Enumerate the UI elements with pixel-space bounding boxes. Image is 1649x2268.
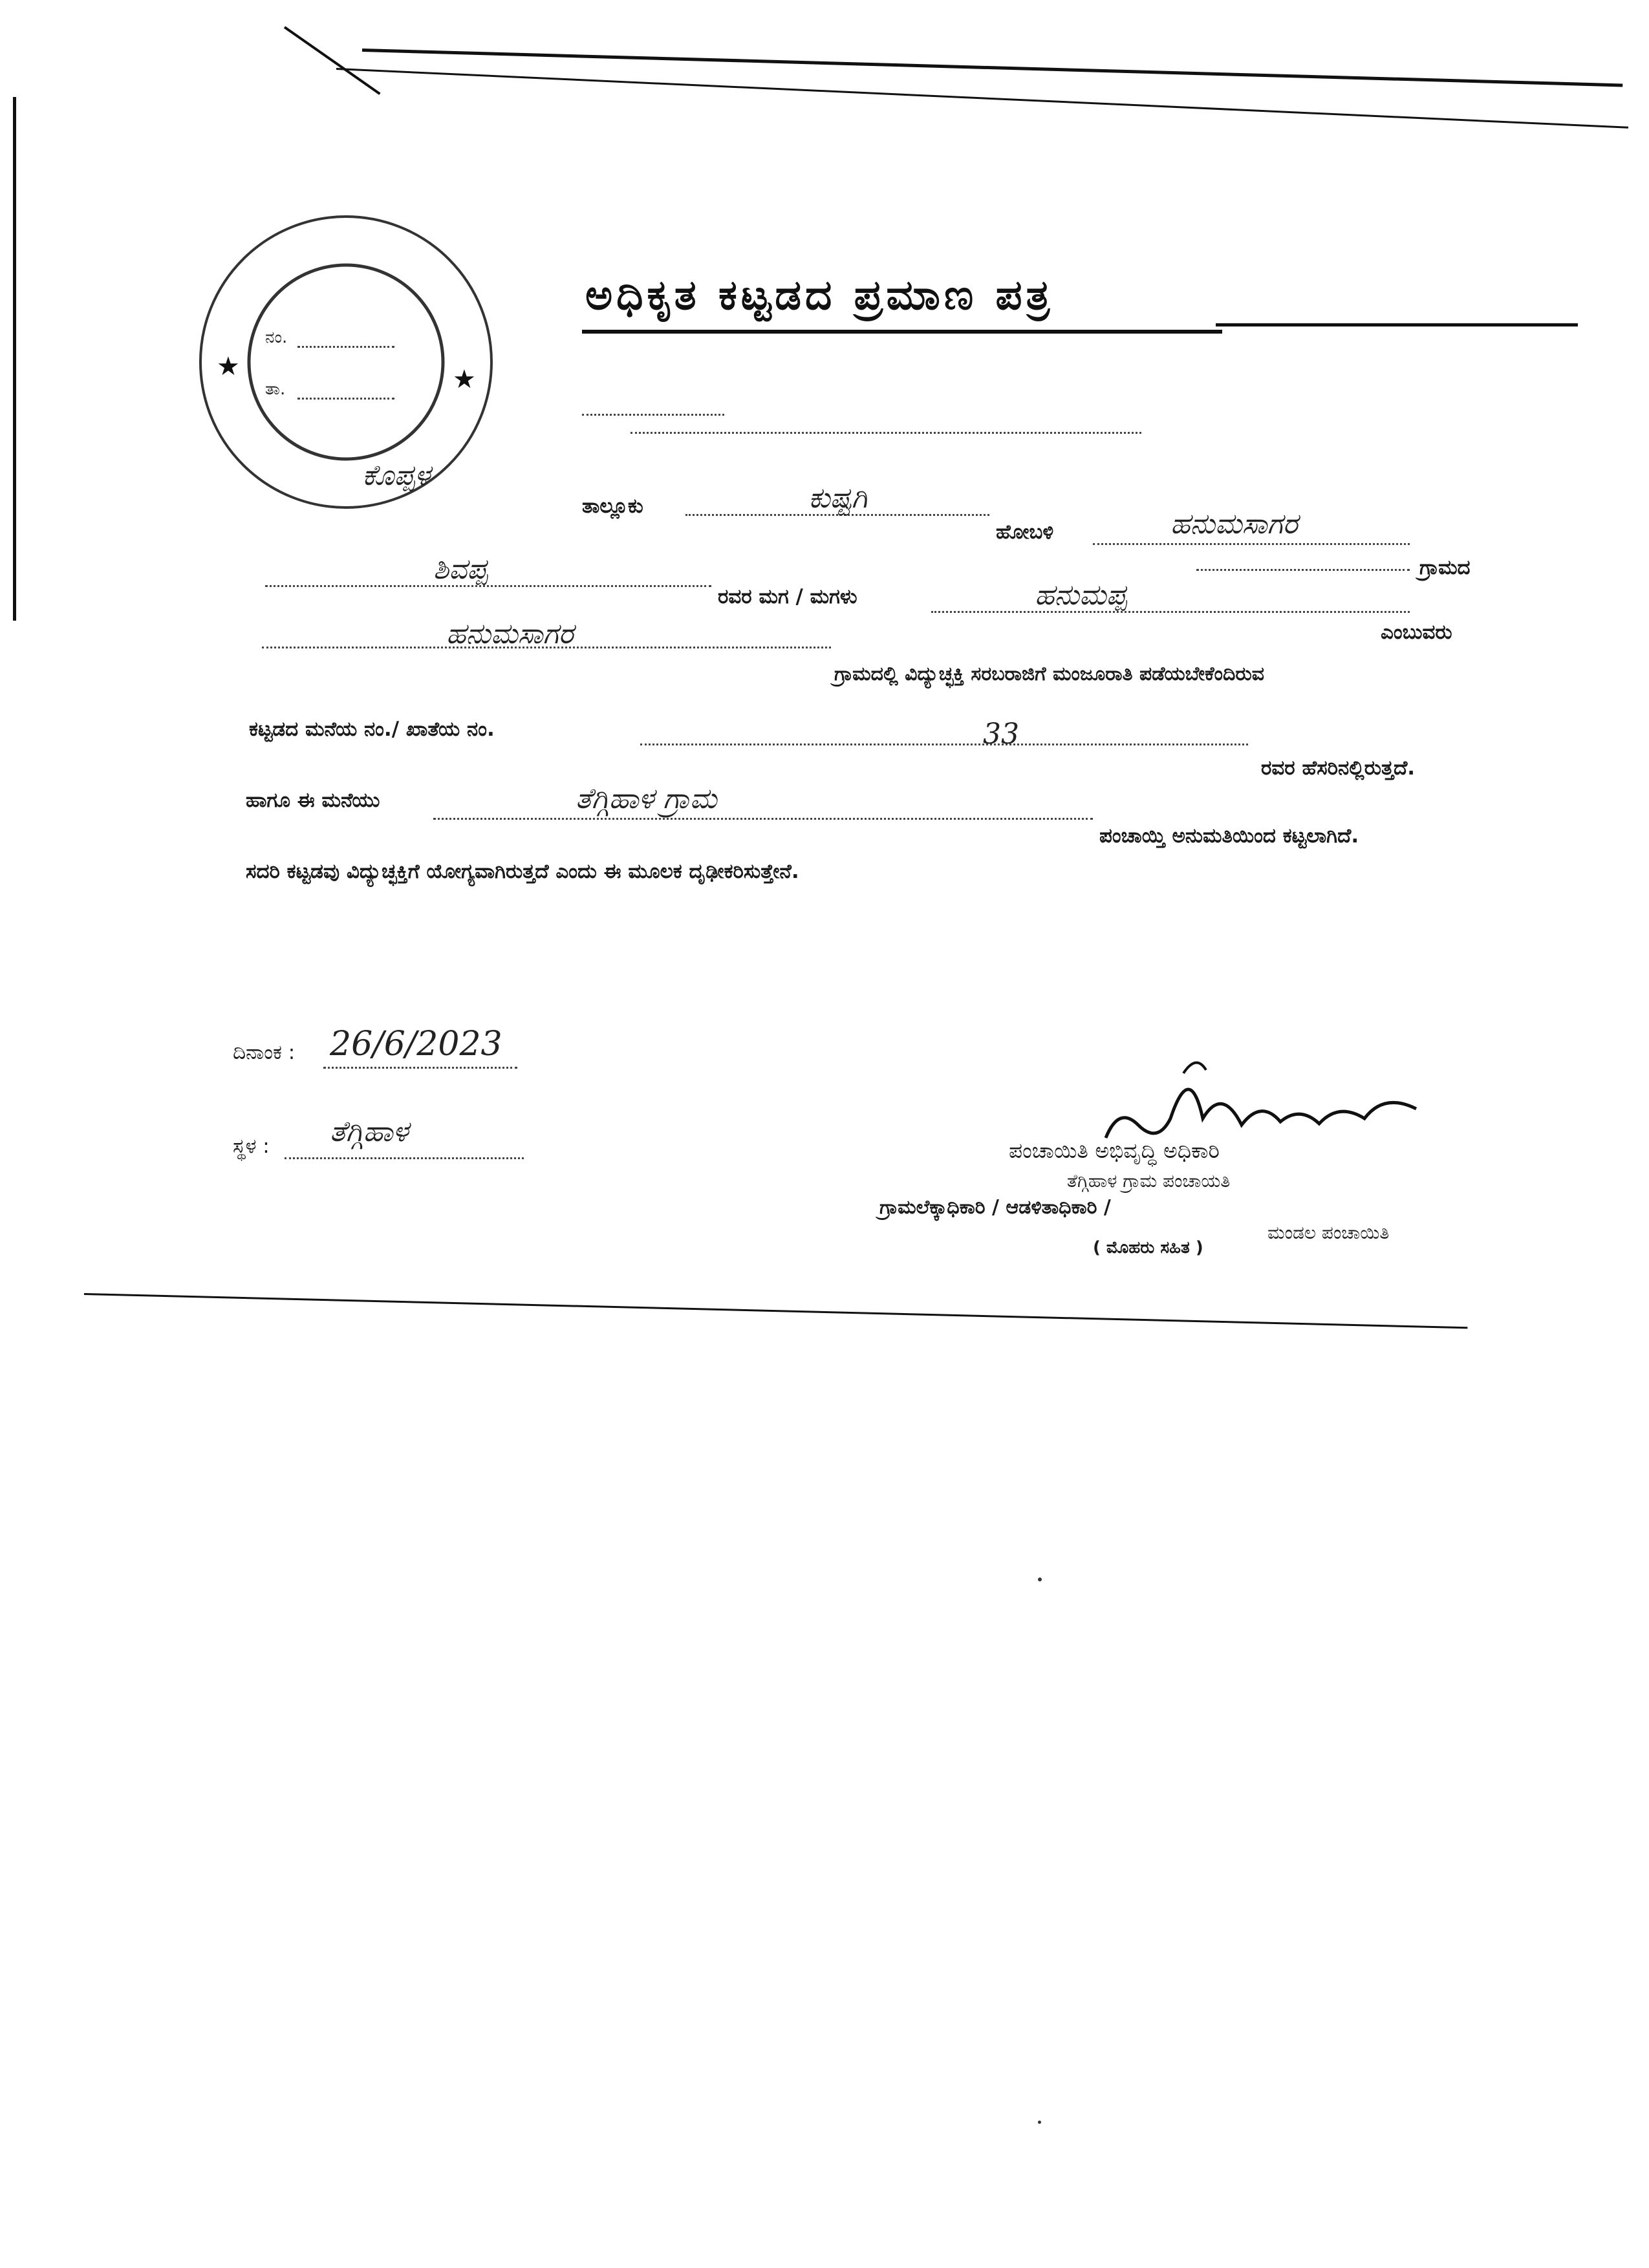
panchayat-dots <box>433 818 1093 820</box>
stamp-line-1: ನಂ. <box>265 328 288 347</box>
signature-office: ತೆಗ್ಗಿಹಾಳ ಗ್ರಾಮ ಪಂಚಾಯತಿ <box>1067 1170 1231 1192</box>
hobli-value: ಹನುಮಸಾಗರ <box>1170 508 1298 540</box>
parent-dots <box>931 611 1410 613</box>
date-dots <box>323 1067 517 1069</box>
line3-text: ಗ್ರಾಮದಲ್ಲಿ ವಿದ್ಯುಚ್ಛಕ್ತಿ ಸರಬರಾಜಿಗೆ ಮಂಜೂರಾತಿ ಪಡೆಯಬೇಕೆಂದಿರುವ <box>834 663 1265 685</box>
signature-mandal: ಮಂಡಲ ಪಂಚಾಯಿತಿ <box>1267 1222 1390 1243</box>
closing-statement: ಸದರಿ ಕಟ್ಟಡವು ವಿದ್ಯುಚ್ಛಕ್ತಿಗೆ ಯೋಗ್ಯವಾಗಿರುತ್ತದೆ ಎಂದು ಈ ಮೂಲಕ ದೃಢೀಕರಿಸುತ್ತೇನೆ. <box>246 860 799 883</box>
signature-role-options: ಗ್ರಾಮಲೆಕ್ಕಾಧಿಕಾರಿ / ಆಡಳಿತಾಧಿಕಾರಿ / <box>879 1196 1111 1219</box>
place-dots <box>285 1157 524 1159</box>
blank-line-2 <box>630 432 1141 434</box>
top-skew-line <box>362 48 1622 87</box>
hobli-dots <box>1093 543 1410 545</box>
top-skew-line-2 <box>336 68 1628 129</box>
office-stamp <box>194 210 498 514</box>
svg-text:★: ★ <box>217 352 240 381</box>
parent-value: ಹನುಮಪ್ಪ <box>1035 579 1127 612</box>
scan-speck-2 <box>1038 2121 1041 2124</box>
stamp-dots-1 <box>297 346 394 348</box>
village-of-label: ಗ್ರಾಮದ <box>1419 556 1471 579</box>
taluk-label: ತಾಲ್ಲೂಕು <box>582 495 643 518</box>
title-underline <box>582 330 1222 334</box>
panchayat-value: ತೆಗ್ಗಿಹಾಳ ಗ್ರಾಮ <box>576 782 717 815</box>
place-label: ಸ್ಥಳ : <box>233 1135 270 1158</box>
known-as-label: ಎಂಬುವರು <box>1381 621 1452 644</box>
date-label: ದಿನಾಂಕ : <box>233 1041 296 1064</box>
village-dots-right <box>1196 569 1410 571</box>
district-value: ಕೊಪ್ಪಳ <box>362 459 431 492</box>
stamp-dots-2 <box>297 398 394 400</box>
house-no-dots <box>640 744 1248 745</box>
panchayat-permission-label: ಪಂಚಾಯ್ತಿ ಅನುಮತಿಯಿಂದ ಕಟ್ಟಲಾಗಿದೆ. <box>1099 824 1359 848</box>
son-daughter-label: ರವರ ಮಗ / ಮಗಳು <box>718 585 857 608</box>
title-right-rule <box>1216 323 1578 326</box>
date-value: 26/6/2023 <box>330 1025 502 1064</box>
applicant-value: ಶಿವಪ್ಪ <box>433 553 488 586</box>
hobli-label: ಹೋಬಳಿ <box>996 520 1054 544</box>
svg-text:★: ★ <box>453 365 476 394</box>
place-value: ತೆಗ್ಗಿಹಾಳ <box>330 1115 409 1148</box>
village-value: ಹನುಮಸಾಗರ <box>446 617 574 650</box>
page-title: ಅಧಿಕೃತ ಕಟ್ಟಡದ ಪ್ರಮಾಣ ಪತ್ರ <box>585 272 1054 319</box>
and-this-house-label: ಹಾಗೂ ಈ ಮನೆಯು <box>246 789 380 812</box>
scan-speck <box>1038 1578 1042 1581</box>
bottom-rule <box>84 1293 1467 1329</box>
applicant-dots <box>265 585 711 587</box>
in-name-of-label: ರವರ ಹೆಸರಿನಲ್ಲಿರುತ್ತದೆ. <box>1261 756 1416 780</box>
left-margin-mark <box>13 97 16 621</box>
top-corner-mark <box>284 26 381 95</box>
signature-designation: ಪಂಚಾಯಿತಿ ಅಭಿವೃದ್ಧಿ ಅಧಿಕಾರಿ <box>1009 1138 1220 1163</box>
blank-line-1 <box>582 414 724 416</box>
signature-seal-note: ( ಮೊಹರು ಸಹಿತ ) <box>1093 1238 1203 1257</box>
taluk-value: ಕುಷ್ಟಗಿ <box>808 482 867 515</box>
stamp-line-2: ತಾ. <box>265 380 286 399</box>
house-no-value: 33 <box>983 718 1019 751</box>
house-no-label: ಕಟ್ಟಡದ ಮನೆಯ ನಂ./ ಖಾತೆಯ ನಂ. <box>249 718 495 741</box>
